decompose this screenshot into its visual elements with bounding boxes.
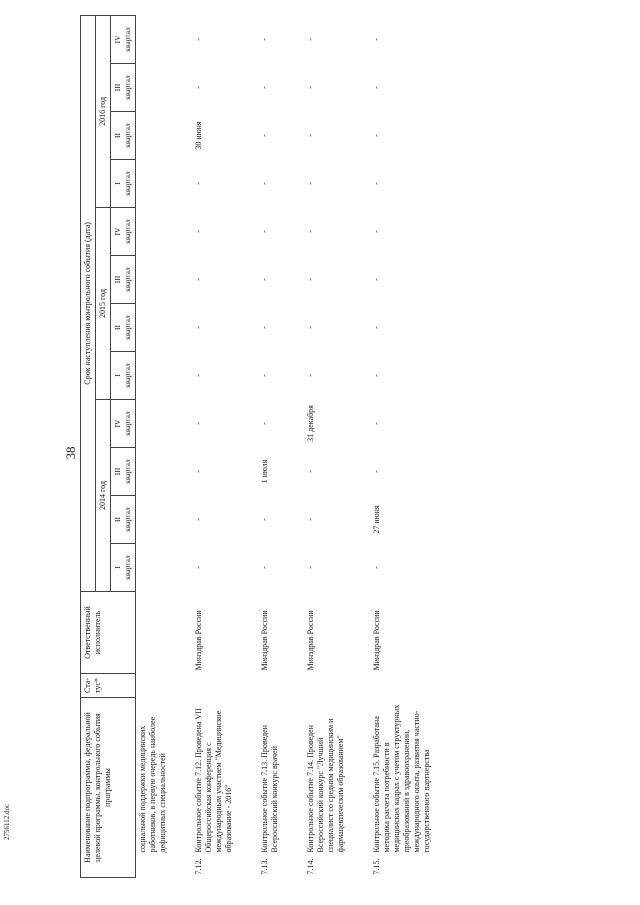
quarter-cell <box>136 256 171 304</box>
quarter-cell: - <box>372 278 381 281</box>
quarter-cell: - <box>306 470 315 473</box>
event-name: Контрольное событие 7.12. Проведена VII Общероссийская конференция с международным участием "Медицинское образование - 2016" <box>194 708 233 853</box>
row-number <box>136 856 171 878</box>
quarter-cell: - <box>372 86 381 89</box>
quarter-cell: - <box>372 182 381 185</box>
quarter-cell: - <box>372 374 381 377</box>
quarter-cell: 1 июля <box>260 459 269 484</box>
quarter-cell <box>136 496 171 544</box>
quarter-cell: - <box>260 326 269 329</box>
header-status: Ста-тус* <box>81 674 136 698</box>
quarter-cell: - <box>194 182 203 185</box>
quarter-cell: - <box>194 470 203 473</box>
quarter-cell: - <box>372 470 381 473</box>
status-cell <box>136 674 171 698</box>
executor-cell: Минздрав России <box>194 610 203 671</box>
quarter-cell: - <box>306 134 315 137</box>
table-row <box>304 15 348 877</box>
executor-cell <box>136 592 171 674</box>
quarter-header: IV квартал <box>111 15 136 63</box>
quarter-cell <box>136 544 171 592</box>
quarter-cell: - <box>372 230 381 233</box>
header-name: Наименование подпрограммы, федеральной целевой программы, контрольного события программы <box>81 698 136 878</box>
quarter-cell: 27 июня <box>372 505 381 534</box>
quarter-cell: - <box>306 182 315 185</box>
page-number: 38 <box>63 446 78 460</box>
quarter-cell: - <box>194 422 203 425</box>
status-cell <box>370 674 434 698</box>
executor-cell: Минздрав России <box>260 610 269 671</box>
quarter-header: IV квартал <box>111 400 136 448</box>
quarter-cell: - <box>260 86 269 89</box>
quarter-cell: - <box>372 422 381 425</box>
row-number: 7.13. <box>260 858 269 875</box>
quarter-cell: - <box>306 230 315 233</box>
quarter-cell: - <box>260 566 269 569</box>
quarter-cell: 31 декабря <box>306 405 315 442</box>
quarter-cell: - <box>194 86 203 89</box>
quarter-cell: - <box>306 86 315 89</box>
quarter-cell <box>136 64 171 112</box>
header-term: Срок наступления контрольного события (дата) <box>81 15 96 591</box>
row-spacer <box>236 15 258 877</box>
quarter-cell: 30 июня <box>194 121 203 150</box>
quarter-cell: - <box>260 38 269 41</box>
quarter-cell <box>136 448 171 496</box>
row-number: 7.14. <box>306 858 315 875</box>
quarter-header: III квартал <box>111 448 136 496</box>
document-reference: 2756112.doc <box>3 803 11 840</box>
quarter-cell: - <box>306 326 315 329</box>
quarter-cell <box>136 15 171 63</box>
quarter-cell: - <box>260 422 269 425</box>
event-name: Контрольное событие 7.14. Проведен Всероссийский конкурс "Лучший специалист со средним медицинским и фармацевтическим образованием" <box>306 718 345 853</box>
quarter-cell: - <box>372 134 381 137</box>
quarter-cell: - <box>194 566 203 569</box>
header-year-2016: 2016 год <box>96 15 111 207</box>
quarter-cell: - <box>372 326 381 329</box>
status-cell <box>192 674 236 698</box>
quarter-header: II квартал <box>111 496 136 544</box>
quarter-cell <box>136 400 171 448</box>
control-events-table <box>80 15 434 878</box>
status-cell <box>258 674 282 698</box>
event-name: Контрольное событие 7.15. Разработана методика расчета потребности в медицинских кадрах с учетом структурных преобразований в здравоохранении, международного опыта, развития частно-государственного партнерства <box>372 704 431 853</box>
quarter-cell: - <box>194 278 203 281</box>
quarter-header: II квартал <box>111 112 136 160</box>
rotated-table-sheet <box>80 18 610 878</box>
quarter-header: III квартал <box>111 256 136 304</box>
quarter-cell <box>136 160 171 208</box>
quarter-header: I квартал <box>111 544 136 592</box>
table-row <box>258 15 282 877</box>
header-year-2015: 2015 год <box>96 208 111 400</box>
event-name: Контрольное событие 7.13. Проведен Всероссийский конкурс врачей <box>260 725 279 853</box>
quarter-cell: - <box>260 518 269 521</box>
quarter-header: II квартал <box>111 304 136 352</box>
event-name: социальной поддержки медицинских работников, в первую очередь наиболее дефицитных специальностей <box>138 716 167 853</box>
header-executor: Ответственный исполнитель <box>81 592 136 674</box>
quarter-cell: - <box>194 38 203 41</box>
quarter-header: I квартал <box>111 160 136 208</box>
quarter-cell <box>136 304 171 352</box>
quarter-cell: - <box>260 278 269 281</box>
row-spacer <box>348 15 370 877</box>
quarter-cell <box>136 112 171 160</box>
table-row <box>370 15 434 877</box>
quarter-cell: - <box>194 374 203 377</box>
quarter-cell: - <box>260 374 269 377</box>
quarter-cell: - <box>306 278 315 281</box>
quarter-cell: - <box>306 374 315 377</box>
executor-cell: Минздрав России <box>306 610 315 671</box>
table-row <box>136 15 171 877</box>
row-spacer <box>170 15 192 877</box>
quarter-header: I квартал <box>111 352 136 400</box>
quarter-cell <box>136 208 171 256</box>
quarter-cell: - <box>260 182 269 185</box>
quarter-cell: - <box>372 38 381 41</box>
quarter-cell: - <box>194 230 203 233</box>
quarter-cell: - <box>306 566 315 569</box>
row-number: 7.15. <box>372 858 381 875</box>
quarter-cell: - <box>306 518 315 521</box>
quarter-cell <box>136 352 171 400</box>
table-row <box>192 15 236 877</box>
header-year-2014: 2014 год <box>96 400 111 592</box>
quarter-cell: - <box>260 230 269 233</box>
quarter-cell: - <box>194 326 203 329</box>
quarter-cell: - <box>372 566 381 569</box>
quarter-cell: - <box>260 134 269 137</box>
row-number: 7.12. <box>194 858 203 875</box>
quarter-header: IV квартал <box>111 208 136 256</box>
quarter-cell: - <box>194 518 203 521</box>
row-spacer <box>282 15 304 877</box>
quarter-cell: - <box>306 38 315 41</box>
quarter-header: III квартал <box>111 64 136 112</box>
executor-cell: Минздрав России <box>372 610 381 671</box>
status-cell <box>304 674 348 698</box>
